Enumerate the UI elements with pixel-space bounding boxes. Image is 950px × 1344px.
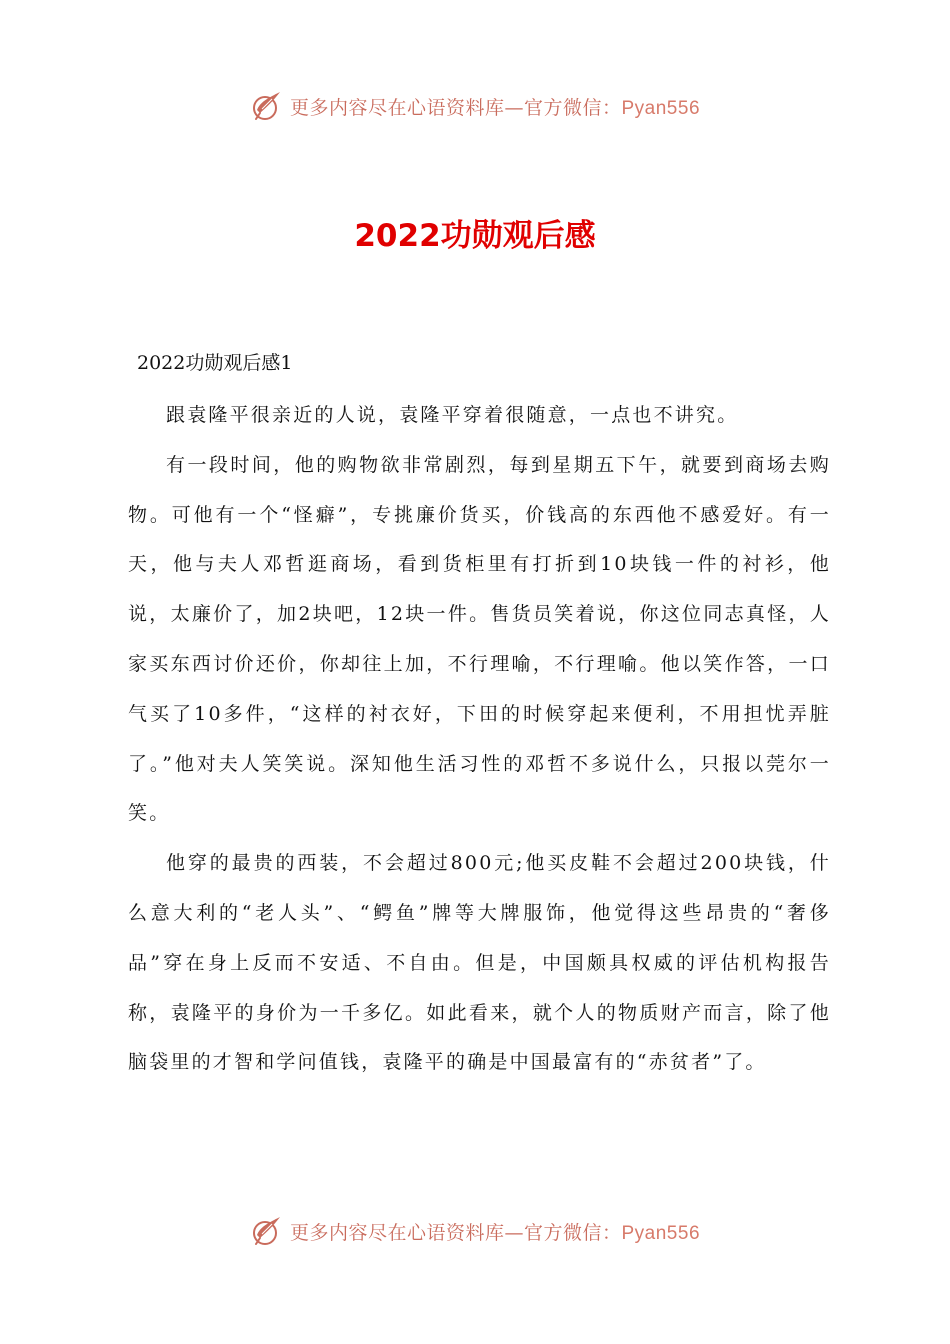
document-title: 2022功勋观后感	[354, 218, 596, 254]
wechat-id: Pyan556	[621, 1222, 701, 1244]
quill-pen-logo-icon	[250, 88, 286, 124]
watermark-banner-top	[0, 86, 950, 126]
body-text	[128, 391, 831, 1088]
watermark-text: 更多内容尽在心语资料库—官方微信：Pyan556	[289, 96, 701, 119]
section-heading: 2022功勋观后感1	[137, 352, 293, 374]
watermark-banner-bottom	[0, 1211, 950, 1251]
paragraph-3: 他穿的最贵的西装，不会超过800元;他买皮鞋不会超过200块钱，什么意大利的“老人头”、“鳄鱼”牌等大牌服饰，他觉得这些昂贵的“奢侈品”穿在身上反而不安适、不自由。但是，中国颇具权威的评估机构报告称，袁隆平的身价为一千多亿。如此看来，就个人的物质财产而言，除了他脑袋里的才智和学问值钱，袁隆平的确是中国最富有的“赤贫者”了。	[128, 852, 831, 1074]
paragraph-1: 跟袁隆平很亲近的人说，袁隆平穿着很随意，一点也不讲究。	[166, 404, 739, 426]
paragraph-2: 有一段时间，他的购物欲非常剧烈，每到星期五下午，就要到商场去购物。可他有一个“怪癖”，专挑廉价货买，价钱高的东西他不感爱好。有一天，他与夫人邓哲逛商场，看到货柜里有打折到10块钱一件的衬衫，他说，太廉价了，加2块吧，12块一件。售货员笑着说，你这位同志真怪，人家买东西讨价还价，你却往上加，不行理喻，不行理喻。他以笑作答，一口气买了10多件，“这样的衬衣好，下田的时候穿起来便利，不用担忧弄脏了。”他对夫人笑笑说。深知他生活习性的邓哲不多说什么，只报以莞尔一笑。	[128, 453, 831, 825]
quill-pen-logo-icon	[250, 1213, 286, 1249]
watermark-text: 更多内容尽在心语资料库—官方微信：Pyan556	[289, 1221, 701, 1244]
wechat-id: Pyan556	[621, 97, 701, 119]
